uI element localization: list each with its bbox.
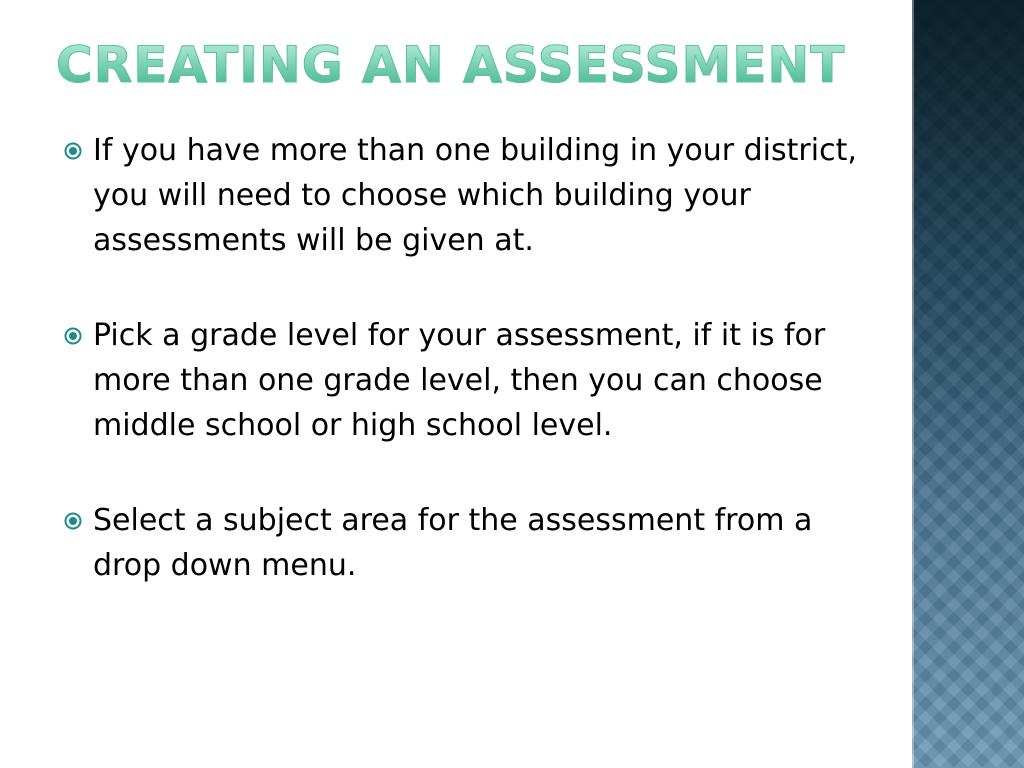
circled-dot-icon xyxy=(64,142,82,160)
circled-dot-icon xyxy=(64,327,82,345)
bullet-text: Select a subject area for the assessment from a drop down menu. xyxy=(93,503,813,583)
decorative-side-panel xyxy=(912,0,1024,768)
circled-dot-icon xyxy=(64,512,82,530)
bullet-text: Pick a grade level for your assessment, if it is for more than one grade level, then you can choose middle school or high school level. xyxy=(93,318,826,443)
bullet-item-grade-level xyxy=(64,313,864,448)
bullet-list xyxy=(64,128,864,638)
bullet-item-subject-area xyxy=(64,498,864,588)
side-panel-edge xyxy=(912,0,914,768)
slide-title: CREATING AN ASSESSMENT xyxy=(56,36,846,94)
bullet-item-building xyxy=(64,128,864,263)
bullet-text: If you have more than one building in your district, you will need to choose which building your assessments will be given at. xyxy=(93,133,857,258)
